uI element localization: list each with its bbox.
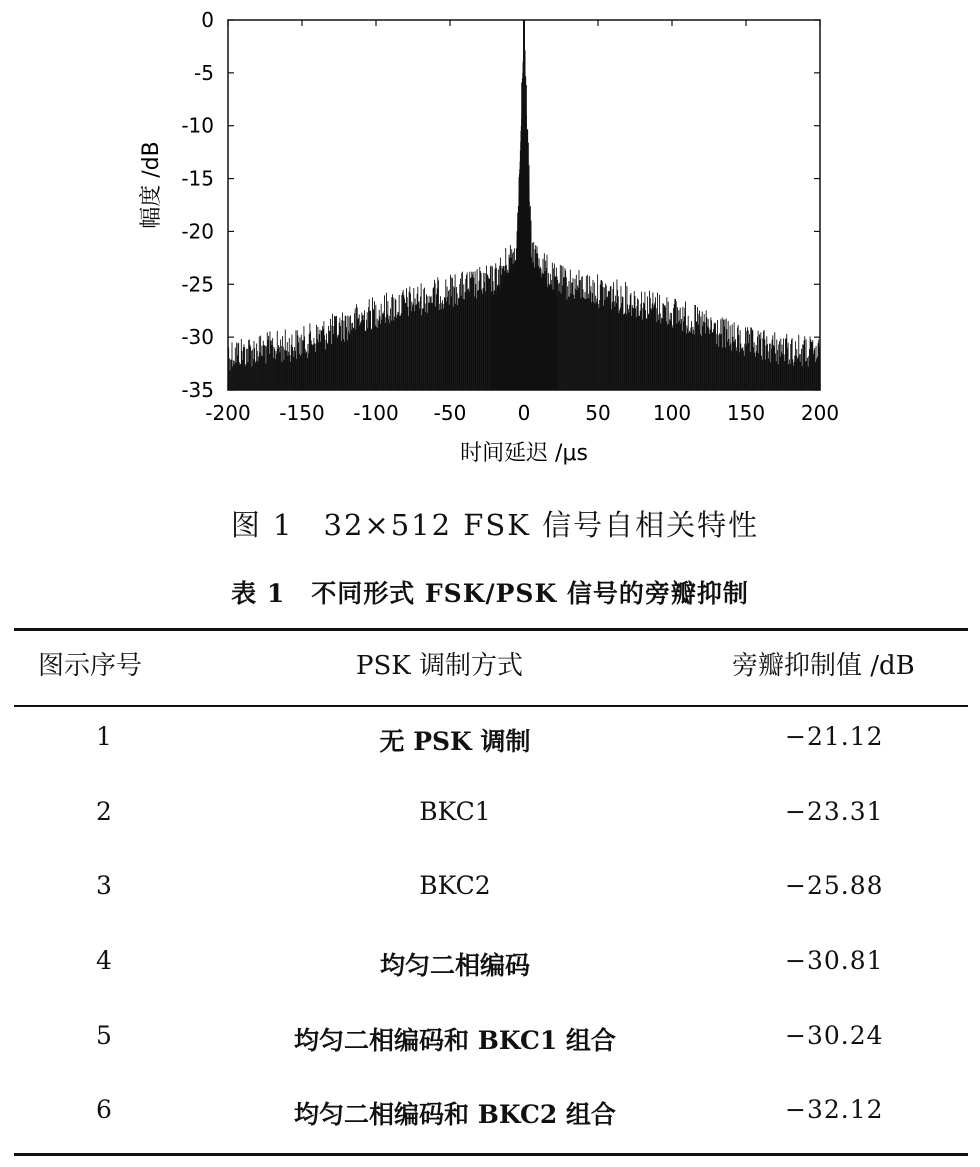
table-row	[0, 1095, 980, 1135]
row-method: 均匀二相编码和 BKC1 组合	[294, 1026, 616, 1055]
row-value: −21.12	[785, 722, 884, 751]
table-caption-text: 不同形式 FSK/PSK 信号的旁瓣抑制	[311, 579, 749, 608]
y-tick-label: -5	[194, 60, 214, 85]
table-bottom-rule	[14, 1153, 968, 1156]
row-index: 3	[96, 871, 112, 900]
row-method: BKC1	[419, 797, 491, 826]
y-tick-label: -10	[181, 113, 214, 138]
x-axis-label: 时间延迟 /μs	[460, 441, 588, 466]
y-tick-label: -20	[181, 219, 214, 244]
y-tick-label: 0	[201, 8, 214, 32]
figure-caption	[0, 503, 980, 544]
header-method: PSK 调制方式	[356, 651, 523, 681]
autocorrelation-chart	[0, 0, 980, 480]
table-header-row	[0, 645, 980, 685]
row-method: 均匀二相编码和 BKC2 组合	[294, 1100, 616, 1129]
figure-caption-label: 图 1	[230, 508, 294, 542]
autocorrelation-figure	[0, 0, 980, 480]
x-tick-label: 50	[585, 401, 611, 425]
row-value: −30.81	[785, 946, 884, 975]
row-value: −30.24	[785, 1021, 884, 1050]
x-tick-label: -50	[433, 401, 467, 425]
table-header-rule	[14, 705, 968, 707]
row-method: BKC2	[419, 871, 491, 900]
table-row	[0, 797, 980, 837]
x-tick-label: 0	[517, 401, 531, 425]
x-tick-label: 200	[800, 401, 840, 425]
x-tick-label: -100	[353, 401, 399, 425]
row-value: −23.31	[785, 797, 884, 826]
row-method: 无 PSK 调制	[379, 727, 531, 756]
y-tick-label: -30	[181, 325, 214, 350]
x-tick-label: -150	[279, 401, 325, 425]
table-row	[0, 722, 980, 762]
row-index: 5	[96, 1021, 112, 1050]
row-index: 2	[96, 797, 112, 826]
table-caption	[0, 574, 980, 610]
table-top-rule	[14, 628, 968, 631]
header-value: 旁瓣抑制值 /dB	[732, 651, 915, 681]
row-index: 4	[96, 946, 112, 975]
x-tick-label: 100	[652, 401, 692, 425]
table-caption-label: 表 1	[231, 579, 286, 608]
y-tick-label: -15	[181, 166, 214, 191]
table-row	[0, 1021, 980, 1061]
x-tick-label: -200	[205, 401, 251, 425]
x-tick-label: 150	[726, 401, 766, 425]
y-axis-label: 幅度 /dB	[139, 141, 164, 229]
y-tick-label: -25	[181, 272, 214, 297]
table-row	[0, 946, 980, 986]
header-index: 图示序号	[38, 651, 143, 681]
row-method: 均匀二相编码	[379, 951, 530, 980]
row-index: 6	[96, 1095, 112, 1124]
figure-caption-text: 32×512 FSK 信号自相关特性	[323, 508, 760, 542]
row-value: −32.12	[785, 1095, 884, 1124]
y-tick-label: -35	[181, 378, 214, 402]
row-index: 1	[96, 722, 112, 751]
row-value: −25.88	[785, 871, 884, 900]
table-row	[0, 871, 980, 911]
